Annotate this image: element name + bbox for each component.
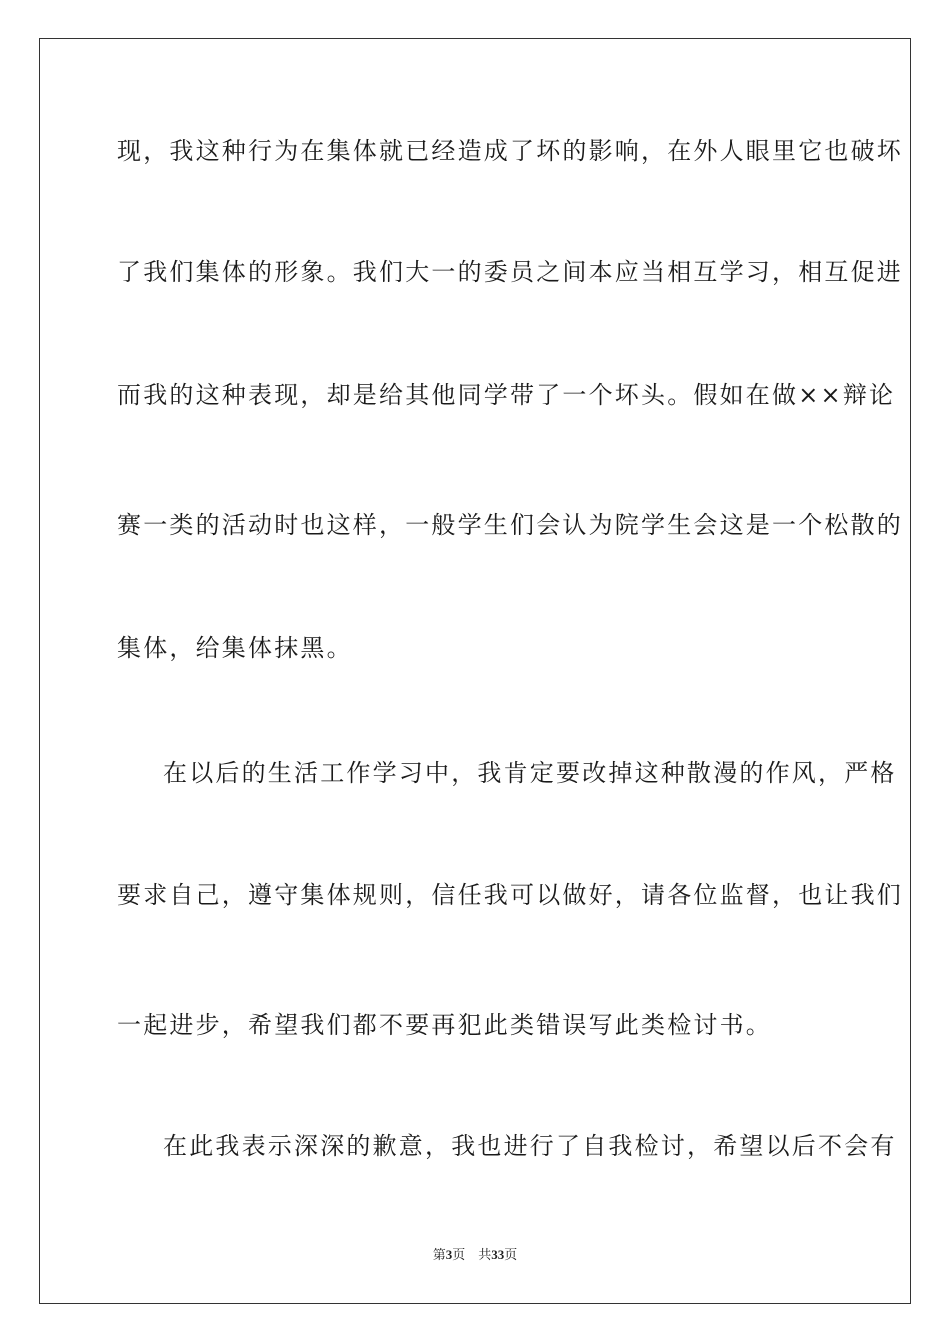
paragraph-2-line-3: 一起进步，希望我们都不要再犯此类错误写此类检讨书。 [117,1011,772,1039]
footer-page-prefix: 第 [432,1248,446,1263]
page-border [39,38,911,1304]
footer-page-total: 33 [491,1247,505,1262]
paragraph-3-line-1: 在此我表示深深的歉意，我也进行了自我检讨，希望以后不会有 [163,1132,897,1160]
text-line-3: 而我的这种表现，却是给其他同学带了一个坏头。假如在做××辩论 [117,381,896,409]
paragraph-2-line-2: 要求自己，遵守集体规则，信任我可以做好，请各位监督，也让我们 [117,881,903,909]
footer-page-current: 3 [445,1247,453,1262]
footer-page-suffix: 页 [504,1248,518,1263]
footer-page-mid: 页 共 [452,1248,492,1263]
text-line-1: 现，我这种行为在集体就已经造成了坏的影响，在外人眼里它也破坏 [117,137,903,165]
text-line-2: 了我们集体的形象。我们大一的委员之间本应当相互学习，相互促进 [117,258,903,286]
paragraph-2-line-1: 在以后的生活工作学习中，我肯定要改掉这种散漫的作风，严格 [163,759,897,787]
text-line-5: 集体，给集体抹黑。 [117,634,353,662]
page-footer [0,1246,950,1265]
text-line-4: 赛一类的活动时也这样，一般学生们会认为院学生会这是一个松散的 [117,511,903,539]
